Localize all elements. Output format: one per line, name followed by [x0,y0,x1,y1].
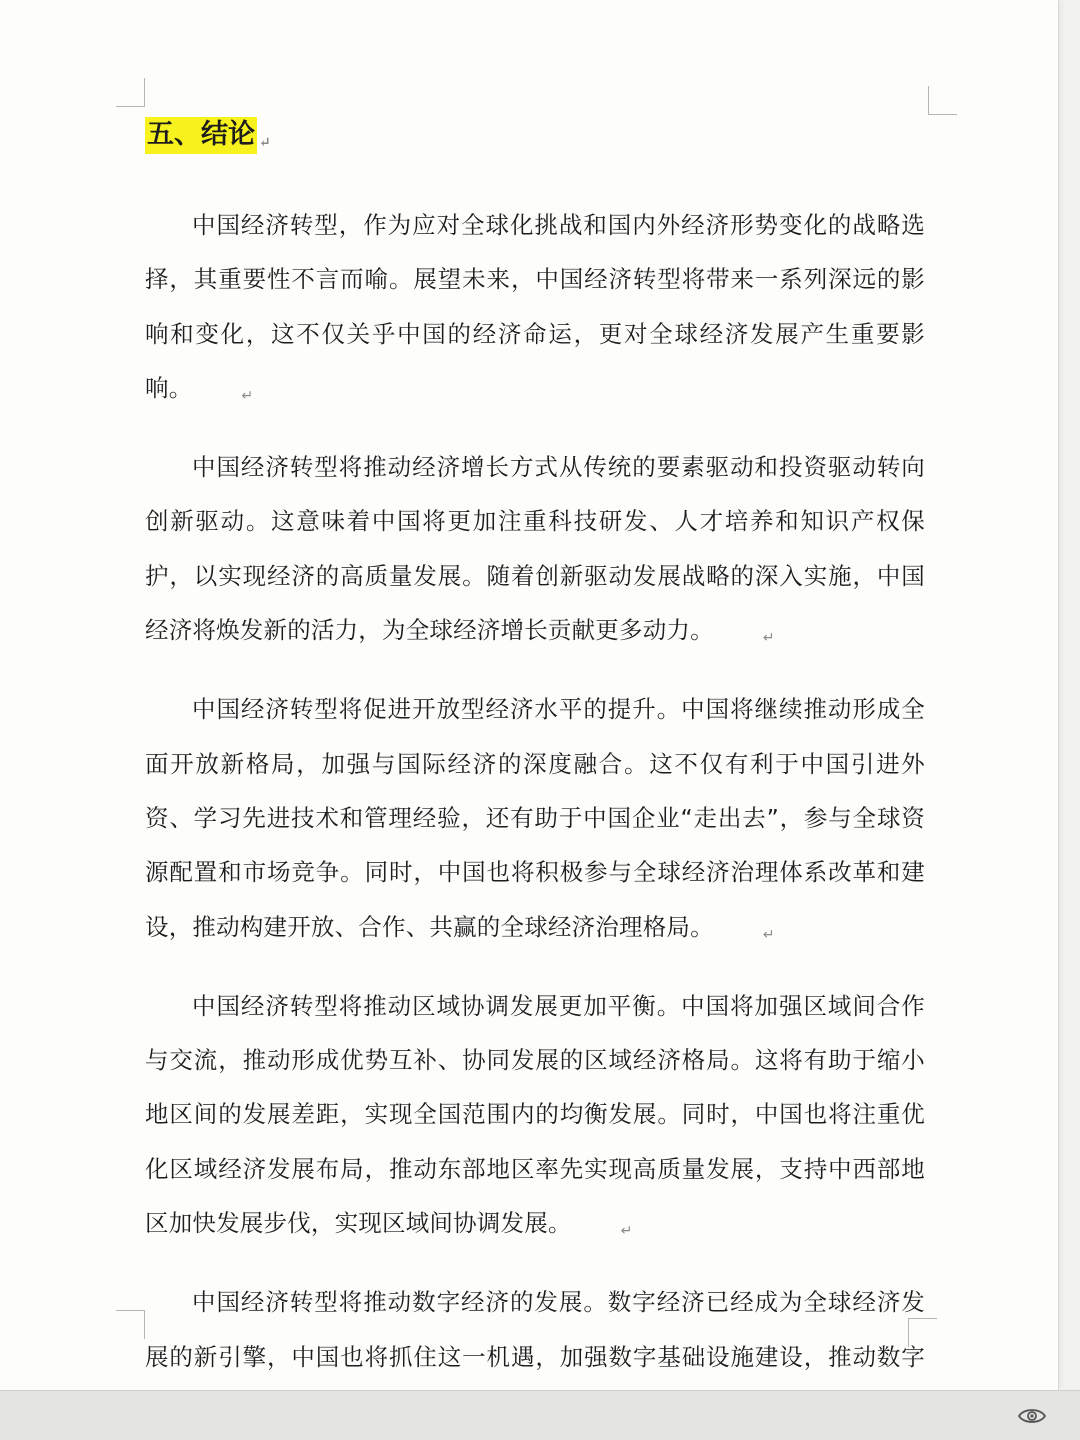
paragraph-text: 中国经济转型将推动数字经济的发展。数字经济已经成为全球经济发展的新引擎，中国也将抓住这一机遇，加强数字基础设施建设，推动数字 [145,1288,925,1371]
paragraph-3[interactable] [145,682,925,961]
highlighted-heading-text[interactable]: 五、结论 [145,117,257,154]
paragraph-4[interactable] [145,979,925,1258]
paragraph-1[interactable] [145,198,925,423]
margin-corner-bottom-left [116,1310,145,1339]
paragraph-mark: ↵ [259,135,271,151]
margin-corner-top-right [928,86,957,115]
paragraph-text: 中国经济转型将推动经济增长方式从传统的要素驱动和投资驱动转向创新驱动。这意味着中国将更加注重科技研发、人才培养和知识产权保护，以实现经济的高质量发展。随着创新驱动发展战略的深入实施，中国经济将焕发新的活力，为全球经济增长贡献更多动力。 [145,453,925,645]
margin-corner-top-left [116,78,145,107]
section-heading[interactable] [145,112,925,166]
paragraph-mark: ↵ [620,1223,633,1240]
paragraph-text: 中国经济转型将推动区域协调发展更加平衡。中国将加强区域间合作与交流，推动形成优势互补、协同发展的区域经济格局。这将有助于缩小地区间的发展差距，实现全国范围内的均衡发展。同时，中国也将注重优化区域经济发展布局，推动东部地区率先实现高质量发展，支持中西部地区加快发展步伐，实现区域间协调发展。 [145,991,925,1238]
paragraph-mark: ↵ [762,926,775,943]
paragraph-mark: ↵ [762,630,775,647]
paragraph-mark: ↵ [241,387,254,404]
paragraph-2[interactable] [145,440,925,665]
paragraph-text: 中国经济转型将促进开放型经济水平的提升。中国将继续推动形成全面开放新格局，加强与国际经济的深度融合。这不仅有利于中国引进外资、学习先进技术和管理经验，还有助于中国企业“走出去”，参与全球资源配置和市场竞争。同时，中国也将积极参与全球经济治理体系改革和建设，推动构建开放、合作、共赢的全球经济治理格局。 [145,695,925,941]
document-body[interactable] [145,112,925,1440]
eye-icon[interactable] [1018,1407,1046,1425]
status-bar [0,1390,1080,1440]
paragraph-text: 中国经济转型，作为应对全球化挑战和国内外经济形势变化的战略选择，其重要性不言而喻。展望未来，中国经济转型将带来一系列深远的影响和变化，这不仅关乎中国的经济命运，更对全球经济发展产生重要影响。 [145,211,925,402]
